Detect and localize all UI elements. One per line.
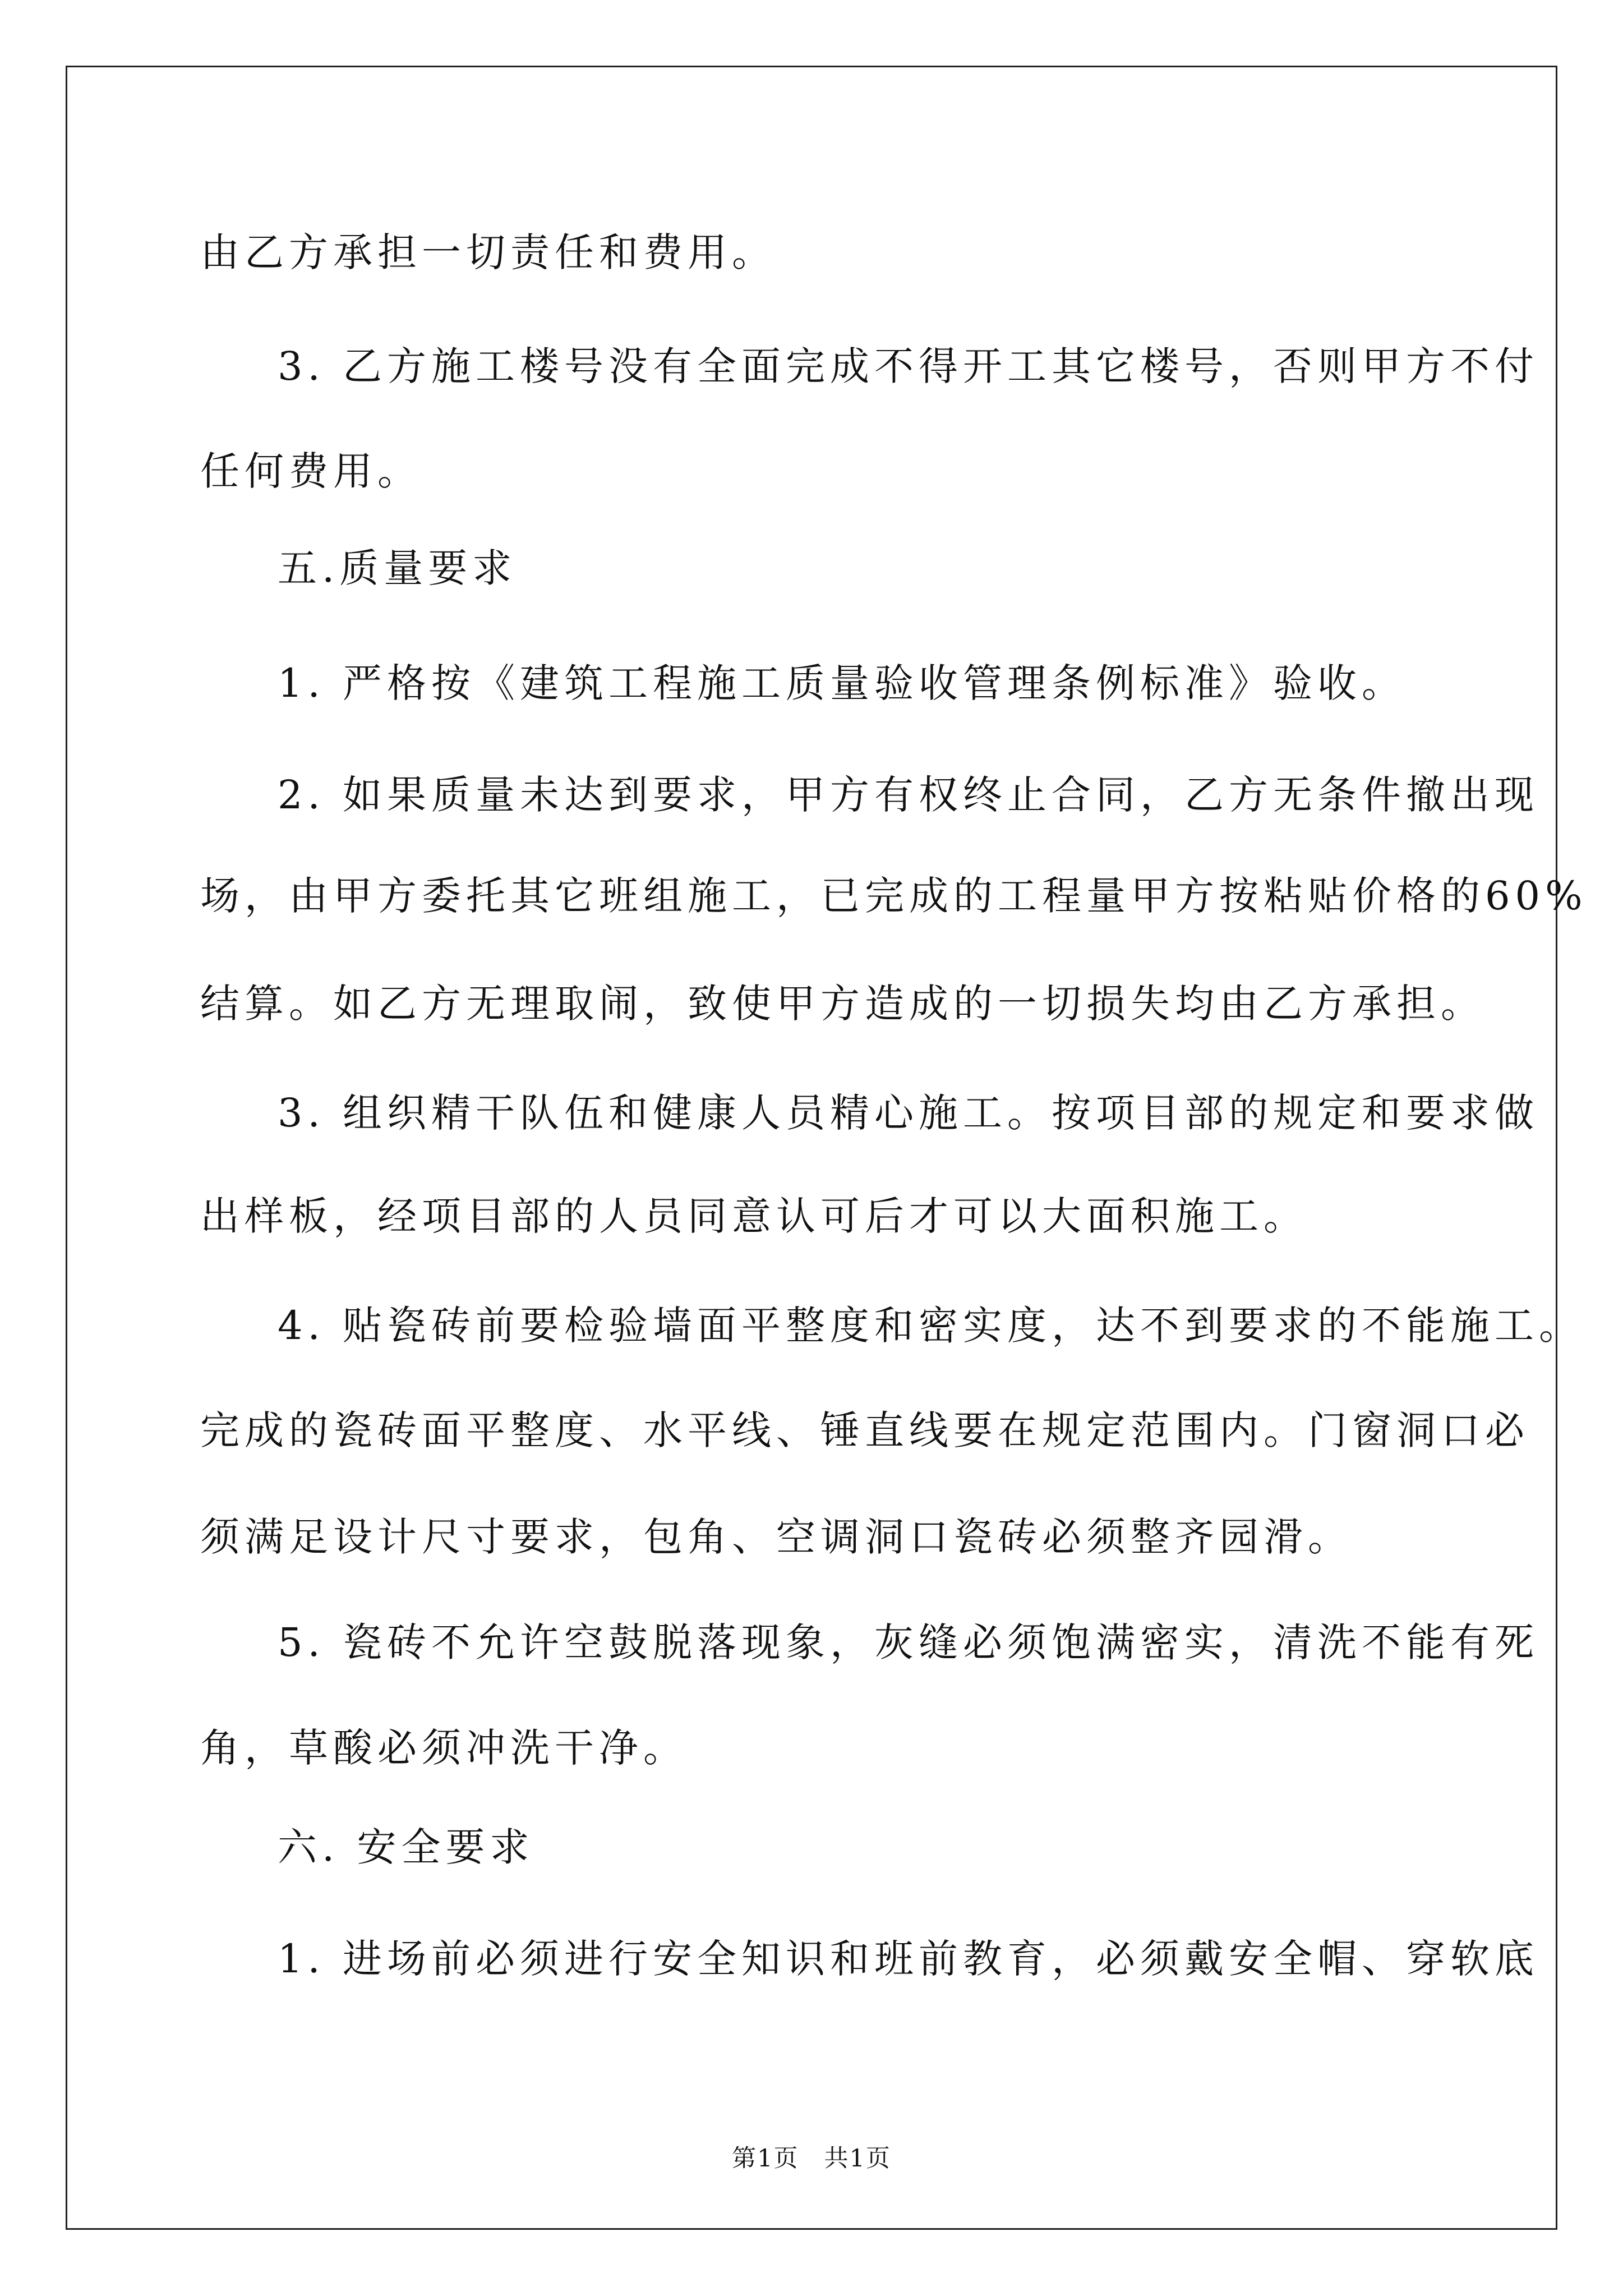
text-line-8: 结算。如乙方无理取闹，致使甲方造成的一切损失均由乙方承担。 bbox=[200, 981, 1485, 1027]
text-line-15: 角，草酸必须冲洗干净。 bbox=[200, 1725, 688, 1771]
text-line-9: 3. 组织精干队伍和健康人员精心施工。按项目部的规定和要求做 bbox=[278, 1090, 1539, 1136]
text-line-3: 任何费用。 bbox=[200, 448, 422, 494]
text-line-13: 须满足设计尺寸要求，包角、空调洞口瓷砖必须整齐园滑。 bbox=[200, 1514, 1352, 1560]
section-heading-quality: 五.质量要求 bbox=[278, 545, 517, 591]
text-line-6: 2. 如果质量未达到要求，甲方有权终止合同，乙方无条件撤出现 bbox=[278, 772, 1539, 818]
section-heading-safety: 六. 安全要求 bbox=[278, 1824, 534, 1870]
text-line-14: 5. 瓷砖不允许空鼓脱落现象，灰缝必须饱满密实，清洗不能有死 bbox=[278, 1619, 1539, 1665]
text-line-11: 4. 贴瓷砖前要检验墙面平整度和密实度，达不到要求的不能施工。 bbox=[278, 1303, 1584, 1349]
text-line-7: 场，由甲方委托其它班组施工，已完成的工程量甲方按粘贴价格的60% bbox=[200, 873, 1588, 919]
text-line-5: 1. 严格按《建筑工程施工质量验收管理条例标准》验收。 bbox=[278, 660, 1407, 706]
text-line-10: 出样板，经项目部的人员同意认可后才可以大面积施工。 bbox=[200, 1193, 1308, 1239]
text-line-1: 由乙方承担一切责任和费用。 bbox=[200, 229, 776, 275]
text-line-17: 1. 进场前必须进行安全知识和班前教育，必须戴安全帽、穿软底 bbox=[278, 1936, 1539, 1982]
page-footer: 第1页 共1页 bbox=[732, 2145, 891, 2173]
text-line-12: 完成的瓷砖面平整度、水平线、锤直线要在规定范围内。门窗洞口必 bbox=[200, 1407, 1529, 1453]
text-line-2: 3. 乙方施工楼号没有全面完成不得开工其它楼号，否则甲方不付 bbox=[278, 343, 1539, 389]
